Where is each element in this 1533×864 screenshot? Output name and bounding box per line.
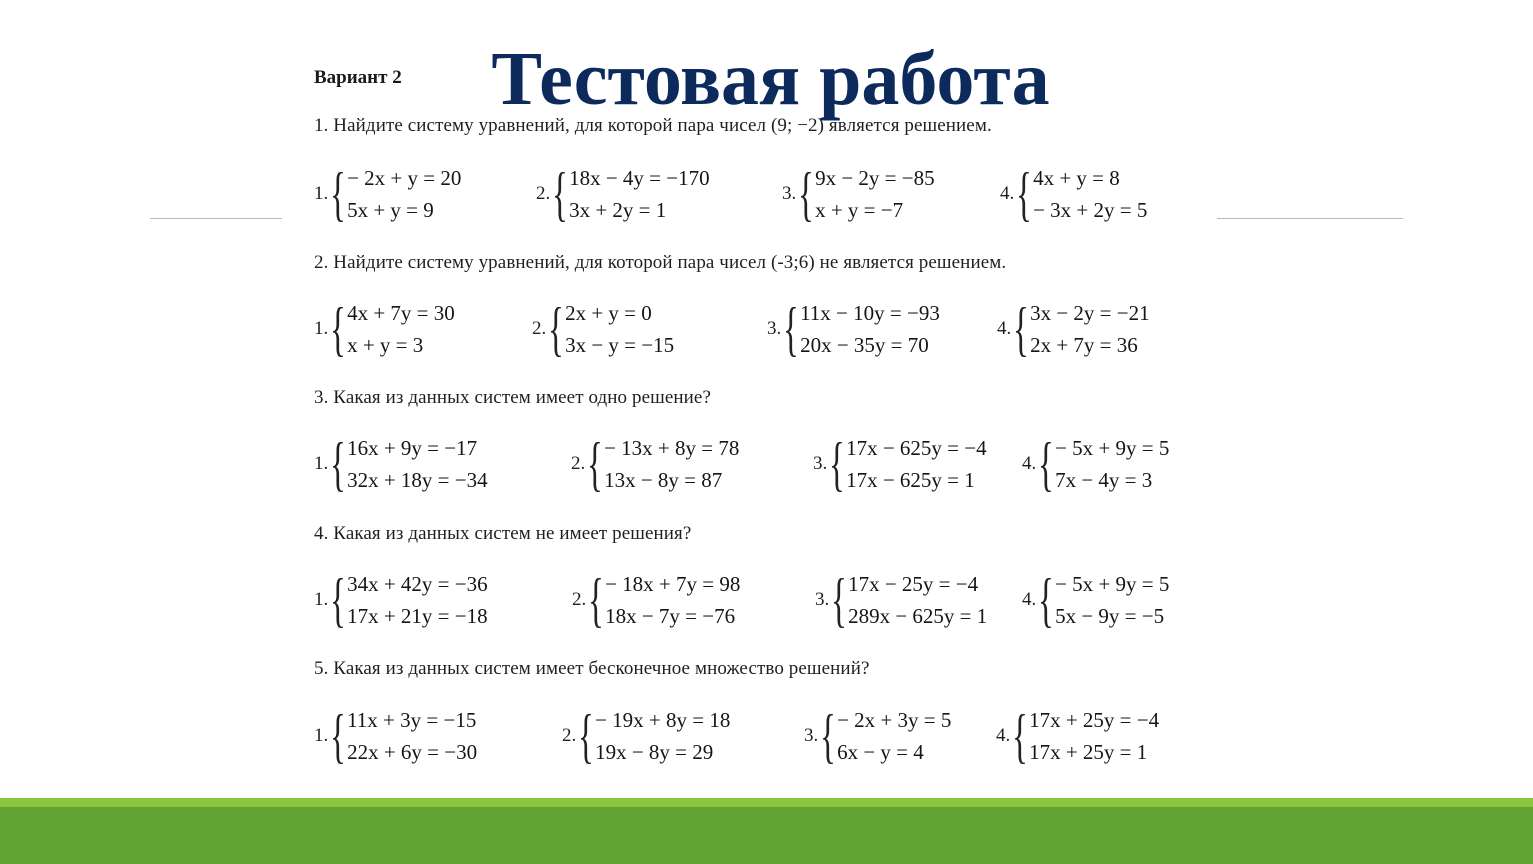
equation-system bbox=[347, 163, 461, 225]
equation-system bbox=[846, 433, 987, 495]
brace-icon: { bbox=[330, 296, 347, 362]
option-1 bbox=[314, 296, 455, 362]
equation-2: 3x − y = −15 bbox=[565, 333, 675, 357]
option-2 bbox=[562, 703, 730, 769]
equation-1: − 2x + 3y = 5 bbox=[837, 708, 952, 732]
equation-system bbox=[1030, 298, 1150, 360]
equation-system bbox=[1033, 163, 1147, 225]
equation-2: 18x − 7y = −76 bbox=[605, 604, 736, 628]
equation-2: 17x − 625y = 1 bbox=[846, 468, 975, 492]
question-1: 1. Найдите систему уравнений, для которой пара чисел (9; −2) является решением. bbox=[314, 115, 992, 136]
equation-1: − 18x + 7y = 98 bbox=[605, 572, 741, 596]
question-2-options bbox=[314, 296, 1214, 362]
brace-icon: { bbox=[330, 567, 347, 633]
equation-system bbox=[565, 298, 674, 360]
equation-2: 22x + 6y = −30 bbox=[347, 740, 478, 764]
option-2 bbox=[571, 431, 739, 497]
option-number: 4. bbox=[1000, 183, 1015, 204]
question-4: 4. Какая из данных систем не имеет решения? bbox=[314, 523, 692, 544]
brace-icon: { bbox=[798, 161, 815, 227]
equation-2: 17x + 21y = −18 bbox=[347, 604, 488, 628]
brace-icon: { bbox=[1038, 567, 1055, 633]
option-number: 2. bbox=[532, 318, 547, 339]
option-2 bbox=[572, 567, 740, 633]
equation-system bbox=[595, 705, 730, 767]
question-1-options bbox=[314, 161, 1214, 227]
option-1 bbox=[314, 567, 488, 633]
equation-1: − 13x + 8y = 78 bbox=[604, 436, 740, 460]
equation-1: 2x + y = 0 bbox=[565, 301, 652, 325]
option-4 bbox=[1022, 431, 1169, 497]
option-number: 3. bbox=[813, 453, 828, 474]
footer-stripe-light bbox=[0, 798, 1533, 807]
equation-1: 18x − 4y = −170 bbox=[569, 166, 710, 190]
option-1 bbox=[314, 431, 488, 497]
equation-1: − 2x + y = 20 bbox=[347, 166, 462, 190]
equation-system bbox=[347, 298, 455, 360]
option-number: 4. bbox=[1022, 453, 1037, 474]
equation-2: x + y = 3 bbox=[347, 333, 424, 357]
variant-label: Вариант 2 bbox=[314, 67, 402, 88]
option-3 bbox=[813, 431, 987, 497]
equation-2: 20x − 35y = 70 bbox=[800, 333, 929, 357]
option-number: 2. bbox=[536, 183, 551, 204]
brace-icon: { bbox=[1013, 296, 1030, 362]
brace-icon: { bbox=[330, 431, 347, 497]
decorative-line-right bbox=[1217, 218, 1403, 219]
brace-icon: { bbox=[578, 703, 595, 769]
option-number: 3. bbox=[767, 318, 782, 339]
option-3 bbox=[782, 161, 935, 227]
equation-1: 34x + 42y = −36 bbox=[347, 572, 488, 596]
equation-system bbox=[815, 163, 935, 225]
equation-2: 5x + y = 9 bbox=[347, 198, 434, 222]
equation-2: 7x − 4y = 3 bbox=[1055, 468, 1153, 492]
question-5-options bbox=[314, 703, 1214, 769]
equation-system bbox=[347, 705, 477, 767]
option-number: 4. bbox=[997, 318, 1012, 339]
equation-1: 3x − 2y = −21 bbox=[1030, 301, 1150, 325]
equation-2: 19x − 8y = 29 bbox=[595, 740, 714, 764]
brace-icon: { bbox=[587, 431, 604, 497]
equation-1: 4x + y = 8 bbox=[1033, 166, 1120, 190]
brace-icon: { bbox=[831, 567, 848, 633]
footer-bar bbox=[0, 807, 1533, 864]
option-3 bbox=[804, 703, 951, 769]
equation-2: x + y = −7 bbox=[815, 198, 904, 222]
brace-icon: { bbox=[783, 296, 800, 362]
option-1 bbox=[314, 703, 477, 769]
equation-2: 6x − y = 4 bbox=[837, 740, 924, 764]
question-3-options bbox=[314, 431, 1214, 497]
option-2 bbox=[532, 296, 674, 362]
equation-2: − 3x + 2y = 5 bbox=[1033, 198, 1148, 222]
equation-1: 17x + 25y = −4 bbox=[1029, 708, 1160, 732]
equation-system bbox=[569, 163, 710, 225]
equation-2: 289x − 625y = 1 bbox=[848, 604, 988, 628]
option-1 bbox=[314, 161, 461, 227]
equation-system bbox=[1055, 569, 1169, 631]
option-number: 2. bbox=[571, 453, 586, 474]
option-number: 4. bbox=[996, 725, 1011, 746]
equation-1: 11x − 10y = −93 bbox=[800, 301, 940, 325]
brace-icon: { bbox=[1016, 161, 1033, 227]
decorative-line-left bbox=[150, 218, 282, 219]
option-number: 2. bbox=[572, 589, 587, 610]
brace-icon: { bbox=[820, 703, 837, 769]
brace-icon: { bbox=[330, 703, 347, 769]
option-2 bbox=[536, 161, 710, 227]
equation-system bbox=[605, 569, 740, 631]
option-4 bbox=[1000, 161, 1147, 227]
equation-1: 17x − 25y = −4 bbox=[848, 572, 979, 596]
equation-system bbox=[848, 569, 987, 631]
equation-2: 13x − 8y = 87 bbox=[604, 468, 723, 492]
brace-icon: { bbox=[829, 431, 846, 497]
equation-system bbox=[347, 569, 488, 631]
option-4 bbox=[997, 296, 1150, 362]
option-number: 1. bbox=[314, 183, 329, 204]
option-number: 3. bbox=[815, 589, 830, 610]
option-3 bbox=[767, 296, 940, 362]
option-number: 4. bbox=[1022, 589, 1037, 610]
option-number: 1. bbox=[314, 453, 329, 474]
question-3: 3. Какая из данных систем имеет одно решение? bbox=[314, 387, 711, 408]
equation-2: 32x + 18y = −34 bbox=[347, 468, 488, 492]
option-number: 1. bbox=[314, 318, 329, 339]
option-number: 2. bbox=[562, 725, 577, 746]
brace-icon: { bbox=[588, 567, 605, 633]
equation-1: − 5x + 9y = 5 bbox=[1055, 436, 1170, 460]
equation-1: 17x − 625y = −4 bbox=[846, 436, 987, 460]
equation-1: − 5x + 9y = 5 bbox=[1055, 572, 1170, 596]
equation-1: − 19x + 8y = 18 bbox=[595, 708, 731, 732]
option-number: 3. bbox=[804, 725, 819, 746]
brace-icon: { bbox=[548, 296, 565, 362]
question-4-options bbox=[314, 567, 1214, 633]
option-3 bbox=[815, 567, 987, 633]
equation-2: 5x − 9y = −5 bbox=[1055, 604, 1165, 628]
option-number: 1. bbox=[314, 725, 329, 746]
equation-2: 17x + 25y = 1 bbox=[1029, 740, 1148, 764]
equation-2: 2x + 7y = 36 bbox=[1030, 333, 1138, 357]
equation-2: 3x + 2y = 1 bbox=[569, 198, 667, 222]
equation-system bbox=[604, 433, 739, 495]
question-2: 2. Найдите систему уравнений, для которой пара чисел (-3;6) не является решением. bbox=[314, 252, 1007, 273]
brace-icon: { bbox=[552, 161, 569, 227]
brace-icon: { bbox=[1038, 431, 1055, 497]
option-4 bbox=[1022, 567, 1169, 633]
option-4 bbox=[996, 703, 1159, 769]
equation-system bbox=[1029, 705, 1159, 767]
brace-icon: { bbox=[330, 161, 347, 227]
equation-1: 9x − 2y = −85 bbox=[815, 166, 935, 190]
equation-system bbox=[347, 433, 488, 495]
equation-system bbox=[800, 298, 940, 360]
equation-system bbox=[837, 705, 951, 767]
option-number: 1. bbox=[314, 589, 329, 610]
option-number: 3. bbox=[782, 183, 797, 204]
equation-1: 4x + 7y = 30 bbox=[347, 301, 455, 325]
equation-1: 16x + 9y = −17 bbox=[347, 436, 478, 460]
brace-icon: { bbox=[1012, 703, 1029, 769]
slide-title: Тестовая работа bbox=[491, 37, 1050, 121]
question-5: 5. Какая из данных систем имеет бесконечное множество решений? bbox=[314, 658, 870, 679]
equation-system bbox=[1055, 433, 1169, 495]
equation-1: 11x + 3y = −15 bbox=[347, 708, 477, 732]
